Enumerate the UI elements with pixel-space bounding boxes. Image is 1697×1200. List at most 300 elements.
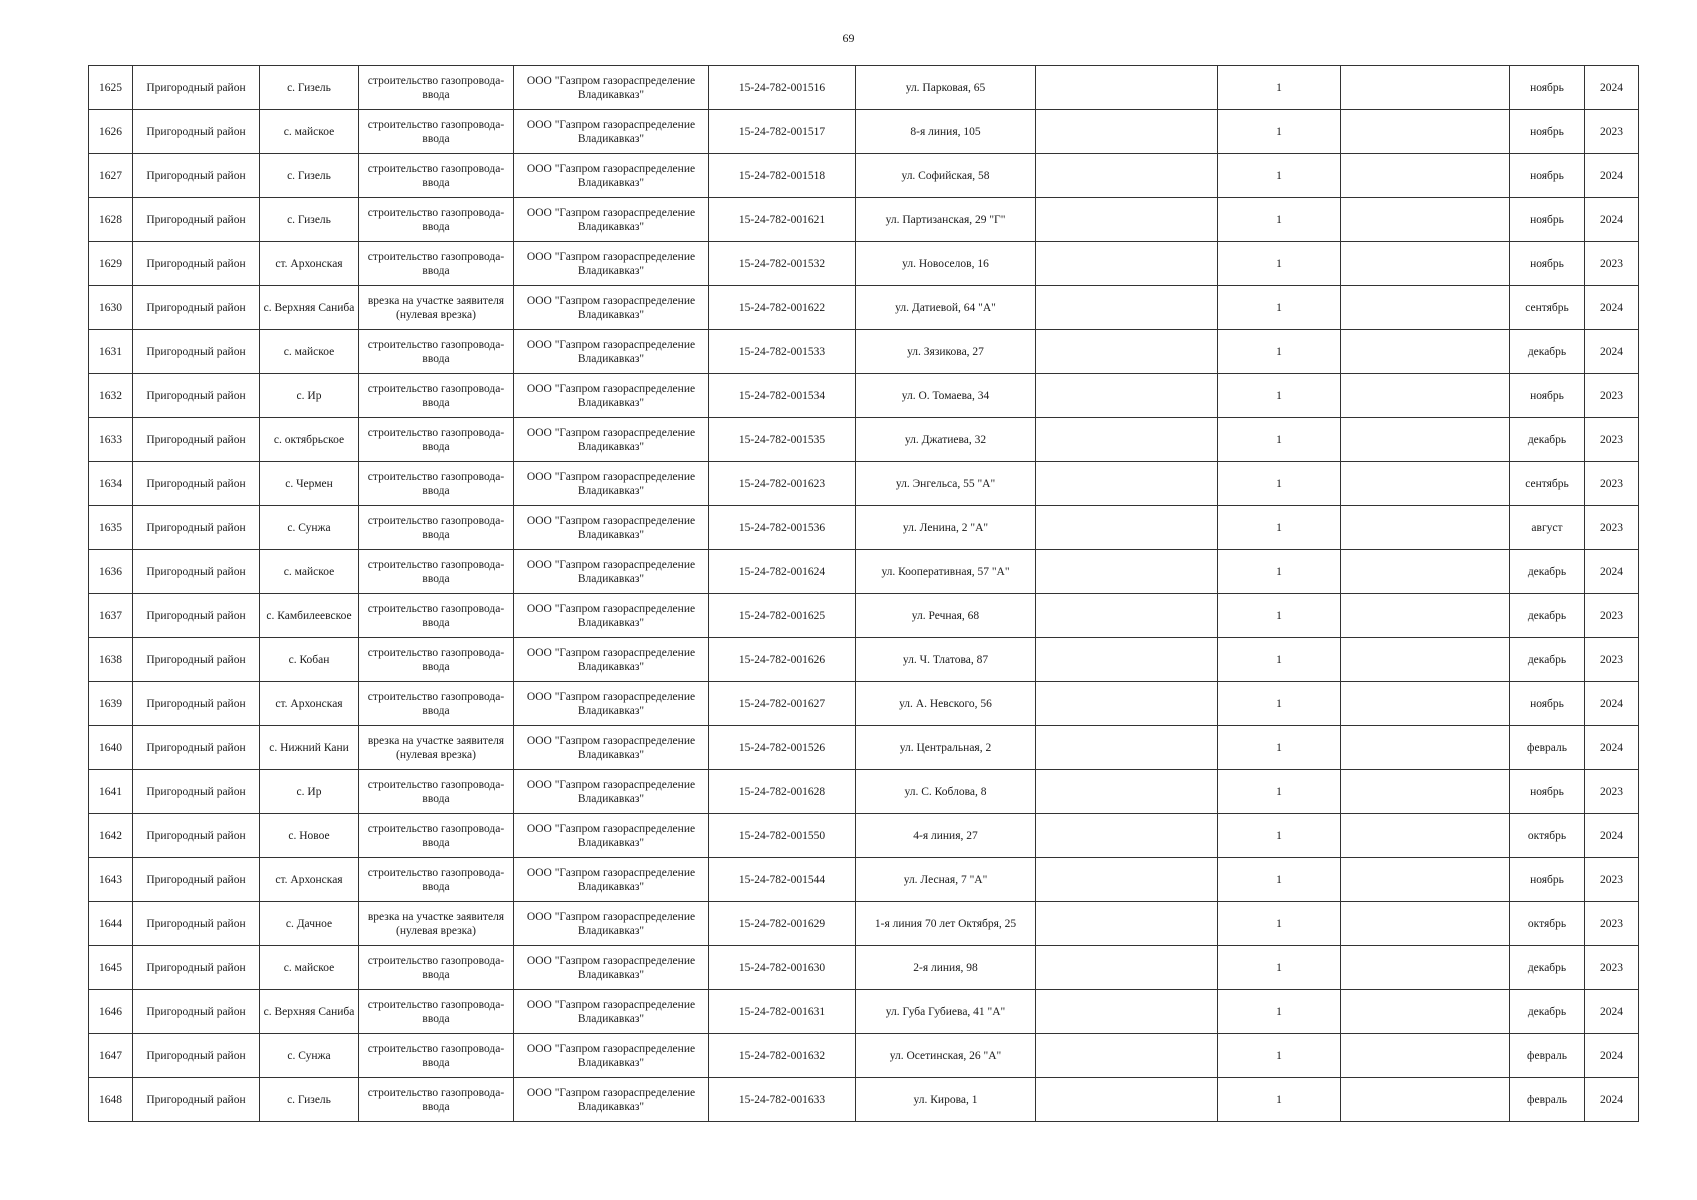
- cell-application-code: 15-24-782-001532: [709, 242, 856, 286]
- cell-organization: ООО "Газпром газораспределение Владикавказ": [514, 330, 709, 374]
- cell-empty-column-10: [1341, 506, 1510, 550]
- cell-quantity: 1: [1218, 770, 1341, 814]
- cell-quantity: 1: [1218, 946, 1341, 990]
- cell-district: Пригородный район: [133, 990, 260, 1034]
- cell-work-type: строительство газопровода-ввода: [359, 66, 514, 110]
- cell-organization: ООО "Газпром газораспределение Владикавказ": [514, 902, 709, 946]
- cell-work-type: строительство газопровода-ввода: [359, 946, 514, 990]
- cell-month: октябрь: [1510, 814, 1585, 858]
- cell-row-number: 1638: [89, 638, 133, 682]
- cell-empty-column-8: [1036, 286, 1218, 330]
- cell-organization: ООО "Газпром газораспределение Владикавказ": [514, 154, 709, 198]
- cell-address: ул. Партизанская, 29 "Г": [856, 198, 1036, 242]
- cell-settlement: с. Гизель: [260, 1078, 359, 1122]
- cell-year: 2024: [1585, 990, 1639, 1034]
- cell-district: Пригородный район: [133, 550, 260, 594]
- cell-month: ноябрь: [1510, 682, 1585, 726]
- table-row: [89, 726, 1639, 770]
- cell-settlement: с. Верхняя Саниба: [260, 286, 359, 330]
- cell-empty-column-10: [1341, 462, 1510, 506]
- cell-year: 2023: [1585, 506, 1639, 550]
- cell-year: 2024: [1585, 1078, 1639, 1122]
- cell-row-number: 1636: [89, 550, 133, 594]
- table-row: [89, 154, 1639, 198]
- cell-quantity: 1: [1218, 682, 1341, 726]
- cell-month: ноябрь: [1510, 858, 1585, 902]
- cell-row-number: 1627: [89, 154, 133, 198]
- cell-empty-column-10: [1341, 858, 1510, 902]
- cell-district: Пригородный район: [133, 946, 260, 990]
- cell-quantity: 1: [1218, 154, 1341, 198]
- cell-year: 2024: [1585, 550, 1639, 594]
- cell-settlement: с. Камбилеевское: [260, 594, 359, 638]
- cell-application-code: 15-24-782-001633: [709, 1078, 856, 1122]
- table-row: [89, 418, 1639, 462]
- cell-month: октябрь: [1510, 902, 1585, 946]
- table-row: [89, 770, 1639, 814]
- registry-table: [88, 65, 1639, 1122]
- cell-year: 2024: [1585, 286, 1639, 330]
- cell-quantity: 1: [1218, 902, 1341, 946]
- cell-empty-column-8: [1036, 726, 1218, 770]
- cell-application-code: 15-24-782-001628: [709, 770, 856, 814]
- table-row: [89, 330, 1639, 374]
- cell-address: ул. Лесная, 7 "А": [856, 858, 1036, 902]
- cell-address: 8-я линия, 105: [856, 110, 1036, 154]
- cell-settlement: с. майское: [260, 550, 359, 594]
- cell-application-code: 15-24-782-001621: [709, 198, 856, 242]
- cell-empty-column-8: [1036, 1078, 1218, 1122]
- cell-quantity: 1: [1218, 66, 1341, 110]
- cell-year: 2023: [1585, 374, 1639, 418]
- cell-address: ул. Софийская, 58: [856, 154, 1036, 198]
- cell-month: ноябрь: [1510, 242, 1585, 286]
- cell-work-type: строительство газопровода-ввода: [359, 990, 514, 1034]
- cell-empty-column-10: [1341, 990, 1510, 1034]
- cell-application-code: 15-24-782-001626: [709, 638, 856, 682]
- cell-empty-column-8: [1036, 198, 1218, 242]
- cell-application-code: 15-24-782-001625: [709, 594, 856, 638]
- cell-address: ул. Кооперативная, 57 "А": [856, 550, 1036, 594]
- cell-row-number: 1637: [89, 594, 133, 638]
- cell-district: Пригородный район: [133, 594, 260, 638]
- cell-quantity: 1: [1218, 638, 1341, 682]
- cell-row-number: 1640: [89, 726, 133, 770]
- cell-work-type: строительство газопровода-ввода: [359, 506, 514, 550]
- cell-empty-column-10: [1341, 726, 1510, 770]
- cell-address: ул. О. Томаева, 34: [856, 374, 1036, 418]
- cell-district: Пригородный район: [133, 286, 260, 330]
- cell-empty-column-8: [1036, 946, 1218, 990]
- cell-application-code: 15-24-782-001535: [709, 418, 856, 462]
- cell-quantity: 1: [1218, 110, 1341, 154]
- cell-work-type: строительство газопровода-ввода: [359, 418, 514, 462]
- cell-year: 2024: [1585, 726, 1639, 770]
- cell-year: 2023: [1585, 462, 1639, 506]
- cell-settlement: ст. Архонская: [260, 858, 359, 902]
- cell-month: декабрь: [1510, 550, 1585, 594]
- cell-empty-column-10: [1341, 550, 1510, 594]
- cell-work-type: строительство газопровода-ввода: [359, 462, 514, 506]
- cell-district: Пригородный район: [133, 902, 260, 946]
- cell-year: 2023: [1585, 946, 1639, 990]
- cell-quantity: 1: [1218, 550, 1341, 594]
- cell-address: ул. Осетинская, 26 "А": [856, 1034, 1036, 1078]
- cell-district: Пригородный район: [133, 1078, 260, 1122]
- cell-organization: ООО "Газпром газораспределение Владикавказ": [514, 946, 709, 990]
- cell-quantity: 1: [1218, 198, 1341, 242]
- cell-organization: ООО "Газпром газораспределение Владикавказ": [514, 770, 709, 814]
- cell-empty-column-10: [1341, 154, 1510, 198]
- table-row: [89, 242, 1639, 286]
- cell-month: ноябрь: [1510, 770, 1585, 814]
- table-row: [89, 506, 1639, 550]
- cell-row-number: 1625: [89, 66, 133, 110]
- cell-month: декабрь: [1510, 638, 1585, 682]
- cell-address: ул. Датиевой, 64 "А": [856, 286, 1036, 330]
- cell-work-type: строительство газопровода-ввода: [359, 198, 514, 242]
- cell-month: ноябрь: [1510, 66, 1585, 110]
- cell-application-code: 15-24-782-001516: [709, 66, 856, 110]
- cell-settlement: с. Гизель: [260, 198, 359, 242]
- cell-empty-column-10: [1341, 110, 1510, 154]
- cell-empty-column-10: [1341, 418, 1510, 462]
- cell-district: Пригородный район: [133, 814, 260, 858]
- table-row: [89, 858, 1639, 902]
- cell-work-type: врезка на участке заявителя (нулевая врезка): [359, 286, 514, 330]
- cell-work-type: строительство газопровода-ввода: [359, 682, 514, 726]
- cell-district: Пригородный район: [133, 638, 260, 682]
- cell-organization: ООО "Газпром газораспределение Владикавказ": [514, 814, 709, 858]
- cell-organization: ООО "Газпром газораспределение Владикавказ": [514, 462, 709, 506]
- page-number: 69: [842, 31, 855, 45]
- table-row: [89, 594, 1639, 638]
- cell-year: 2024: [1585, 330, 1639, 374]
- cell-empty-column-8: [1036, 990, 1218, 1034]
- cell-address: 1-я линия 70 лет Октября, 25: [856, 902, 1036, 946]
- cell-application-code: 15-24-782-001632: [709, 1034, 856, 1078]
- table-row: [89, 374, 1639, 418]
- cell-organization: ООО "Газпром газораспределение Владикавказ": [514, 418, 709, 462]
- cell-application-code: 15-24-782-001517: [709, 110, 856, 154]
- cell-row-number: 1643: [89, 858, 133, 902]
- cell-empty-column-10: [1341, 286, 1510, 330]
- cell-month: декабрь: [1510, 946, 1585, 990]
- cell-quantity: 1: [1218, 374, 1341, 418]
- cell-row-number: 1642: [89, 814, 133, 858]
- cell-organization: ООО "Газпром газораспределение Владикавказ": [514, 594, 709, 638]
- cell-application-code: 15-24-782-001536: [709, 506, 856, 550]
- cell-address: ул. Новоселов, 16: [856, 242, 1036, 286]
- cell-row-number: 1641: [89, 770, 133, 814]
- cell-work-type: строительство газопровода-ввода: [359, 858, 514, 902]
- cell-settlement: с. майское: [260, 330, 359, 374]
- cell-empty-column-8: [1036, 550, 1218, 594]
- cell-settlement: с. Нижний Кани: [260, 726, 359, 770]
- cell-organization: ООО "Газпром газораспределение Владикавказ": [514, 286, 709, 330]
- cell-address: 4-я линия, 27: [856, 814, 1036, 858]
- cell-district: Пригородный район: [133, 198, 260, 242]
- cell-application-code: 15-24-782-001544: [709, 858, 856, 902]
- cell-empty-column-8: [1036, 594, 1218, 638]
- cell-row-number: 1634: [89, 462, 133, 506]
- cell-empty-column-8: [1036, 374, 1218, 418]
- cell-address: ул. Центральная, 2: [856, 726, 1036, 770]
- cell-empty-column-10: [1341, 594, 1510, 638]
- cell-empty-column-10: [1341, 902, 1510, 946]
- cell-empty-column-10: [1341, 242, 1510, 286]
- cell-district: Пригородный район: [133, 154, 260, 198]
- cell-empty-column-8: [1036, 418, 1218, 462]
- cell-quantity: 1: [1218, 286, 1341, 330]
- cell-empty-column-8: [1036, 462, 1218, 506]
- registry-rows: [89, 66, 1639, 1122]
- cell-organization: ООО "Газпром газораспределение Владикавказ": [514, 198, 709, 242]
- cell-district: Пригородный район: [133, 374, 260, 418]
- table-row: [89, 946, 1639, 990]
- table-row: [89, 110, 1639, 154]
- cell-year: 2023: [1585, 902, 1639, 946]
- cell-district: Пригородный район: [133, 858, 260, 902]
- cell-district: Пригородный район: [133, 1034, 260, 1078]
- cell-address: ул. А. Невского, 56: [856, 682, 1036, 726]
- cell-quantity: 1: [1218, 726, 1341, 770]
- cell-organization: ООО "Газпром газораспределение Владикавказ": [514, 726, 709, 770]
- cell-application-code: 15-24-782-001534: [709, 374, 856, 418]
- cell-quantity: 1: [1218, 1078, 1341, 1122]
- cell-address: ул. Кирова, 1: [856, 1078, 1036, 1122]
- cell-empty-column-10: [1341, 946, 1510, 990]
- cell-organization: ООО "Газпром газораспределение Владикавказ": [514, 110, 709, 154]
- cell-year: 2024: [1585, 682, 1639, 726]
- cell-month: февраль: [1510, 726, 1585, 770]
- cell-quantity: 1: [1218, 1034, 1341, 1078]
- table-row: [89, 286, 1639, 330]
- cell-empty-column-8: [1036, 770, 1218, 814]
- cell-organization: ООО "Газпром газораспределение Владикавказ": [514, 374, 709, 418]
- cell-work-type: строительство газопровода-ввода: [359, 814, 514, 858]
- cell-year: 2023: [1585, 638, 1639, 682]
- table-row: [89, 682, 1639, 726]
- cell-organization: ООО "Газпром газораспределение Владикавказ": [514, 66, 709, 110]
- cell-settlement: ст. Архонская: [260, 242, 359, 286]
- cell-empty-column-10: [1341, 66, 1510, 110]
- cell-application-code: 15-24-782-001518: [709, 154, 856, 198]
- cell-quantity: 1: [1218, 594, 1341, 638]
- cell-organization: ООО "Газпром газораспределение Владикавказ": [514, 550, 709, 594]
- cell-year: 2024: [1585, 66, 1639, 110]
- cell-year: 2023: [1585, 858, 1639, 902]
- cell-work-type: строительство газопровода-ввода: [359, 154, 514, 198]
- cell-district: Пригородный район: [133, 110, 260, 154]
- cell-empty-column-8: [1036, 858, 1218, 902]
- cell-district: Пригородный район: [133, 506, 260, 550]
- cell-settlement: с. Чермен: [260, 462, 359, 506]
- cell-work-type: строительство газопровода-ввода: [359, 330, 514, 374]
- table-row: [89, 66, 1639, 110]
- cell-work-type: строительство газопровода-ввода: [359, 594, 514, 638]
- cell-work-type: строительство газопровода-ввода: [359, 770, 514, 814]
- cell-district: Пригородный район: [133, 770, 260, 814]
- cell-district: Пригородный район: [133, 682, 260, 726]
- cell-settlement: ст. Архонская: [260, 682, 359, 726]
- table-row: [89, 198, 1639, 242]
- cell-row-number: 1632: [89, 374, 133, 418]
- cell-application-code: 15-24-782-001629: [709, 902, 856, 946]
- cell-application-code: 15-24-782-001622: [709, 286, 856, 330]
- cell-address: ул. Джатиева, 32: [856, 418, 1036, 462]
- cell-quantity: 1: [1218, 990, 1341, 1034]
- cell-year: 2024: [1585, 1034, 1639, 1078]
- cell-row-number: 1635: [89, 506, 133, 550]
- cell-empty-column-8: [1036, 330, 1218, 374]
- cell-row-number: 1639: [89, 682, 133, 726]
- cell-month: ноябрь: [1510, 154, 1585, 198]
- cell-empty-column-8: [1036, 506, 1218, 550]
- cell-organization: ООО "Газпром газораспределение Владикавказ": [514, 1034, 709, 1078]
- table-row: [89, 1034, 1639, 1078]
- cell-month: ноябрь: [1510, 110, 1585, 154]
- cell-empty-column-8: [1036, 110, 1218, 154]
- cell-organization: ООО "Газпром газораспределение Владикавказ": [514, 990, 709, 1034]
- cell-district: Пригородный район: [133, 330, 260, 374]
- cell-row-number: 1629: [89, 242, 133, 286]
- cell-year: 2023: [1585, 242, 1639, 286]
- cell-empty-column-10: [1341, 1078, 1510, 1122]
- cell-address: ул. Зязикова, 27: [856, 330, 1036, 374]
- table-row: [89, 814, 1639, 858]
- cell-quantity: 1: [1218, 462, 1341, 506]
- cell-empty-column-10: [1341, 682, 1510, 726]
- cell-settlement: с. Кобан: [260, 638, 359, 682]
- cell-quantity: 1: [1218, 858, 1341, 902]
- cell-settlement: с. октябрьское: [260, 418, 359, 462]
- cell-settlement: с. Гизель: [260, 66, 359, 110]
- cell-year: 2024: [1585, 198, 1639, 242]
- table-row: [89, 462, 1639, 506]
- cell-settlement: с. Гизель: [260, 154, 359, 198]
- cell-empty-column-8: [1036, 66, 1218, 110]
- cell-work-type: строительство газопровода-ввода: [359, 110, 514, 154]
- cell-empty-column-8: [1036, 638, 1218, 682]
- cell-empty-column-10: [1341, 770, 1510, 814]
- cell-year: 2024: [1585, 154, 1639, 198]
- cell-month: февраль: [1510, 1034, 1585, 1078]
- cell-empty-column-10: [1341, 814, 1510, 858]
- cell-row-number: 1646: [89, 990, 133, 1034]
- cell-month: декабрь: [1510, 330, 1585, 374]
- cell-quantity: 1: [1218, 242, 1341, 286]
- cell-empty-column-10: [1341, 330, 1510, 374]
- cell-organization: ООО "Газпром газораспределение Владикавказ": [514, 858, 709, 902]
- cell-settlement: с. майское: [260, 946, 359, 990]
- cell-settlement: с. Дачное: [260, 902, 359, 946]
- cell-district: Пригородный район: [133, 462, 260, 506]
- cell-empty-column-8: [1036, 682, 1218, 726]
- cell-address: ул. Губа Губиева, 41 "А": [856, 990, 1036, 1034]
- cell-district: Пригородный район: [133, 66, 260, 110]
- cell-address: 2-я линия, 98: [856, 946, 1036, 990]
- cell-row-number: 1644: [89, 902, 133, 946]
- cell-row-number: 1630: [89, 286, 133, 330]
- cell-settlement: с. Сунжа: [260, 1034, 359, 1078]
- cell-month: сентябрь: [1510, 286, 1585, 330]
- cell-row-number: 1628: [89, 198, 133, 242]
- cell-row-number: 1631: [89, 330, 133, 374]
- cell-work-type: строительство газопровода-ввода: [359, 1034, 514, 1078]
- cell-year: 2023: [1585, 770, 1639, 814]
- cell-address: ул. Парковая, 65: [856, 66, 1036, 110]
- cell-address: ул. Речная, 68: [856, 594, 1036, 638]
- cell-quantity: 1: [1218, 418, 1341, 462]
- cell-row-number: 1647: [89, 1034, 133, 1078]
- cell-settlement: с. Новое: [260, 814, 359, 858]
- cell-work-type: строительство газопровода-ввода: [359, 374, 514, 418]
- cell-row-number: 1633: [89, 418, 133, 462]
- cell-settlement: с. Ир: [260, 374, 359, 418]
- cell-settlement: с. Ир: [260, 770, 359, 814]
- cell-month: август: [1510, 506, 1585, 550]
- cell-application-code: 15-24-782-001550: [709, 814, 856, 858]
- cell-empty-column-10: [1341, 198, 1510, 242]
- table-row: [89, 990, 1639, 1034]
- cell-month: сентябрь: [1510, 462, 1585, 506]
- cell-application-code: 15-24-782-001630: [709, 946, 856, 990]
- cell-month: ноябрь: [1510, 374, 1585, 418]
- cell-empty-column-8: [1036, 902, 1218, 946]
- cell-organization: ООО "Газпром газораспределение Владикавказ": [514, 638, 709, 682]
- cell-month: декабрь: [1510, 418, 1585, 462]
- cell-district: Пригородный район: [133, 242, 260, 286]
- table-row: [89, 902, 1639, 946]
- table-row: [89, 638, 1639, 682]
- cell-work-type: строительство газопровода-ввода: [359, 1078, 514, 1122]
- cell-settlement: с. Сунжа: [260, 506, 359, 550]
- cell-empty-column-10: [1341, 1034, 1510, 1078]
- cell-address: ул. Ленина, 2 "А": [856, 506, 1036, 550]
- cell-application-code: 15-24-782-001526: [709, 726, 856, 770]
- cell-row-number: 1648: [89, 1078, 133, 1122]
- cell-district: Пригородный район: [133, 418, 260, 462]
- cell-empty-column-8: [1036, 242, 1218, 286]
- cell-settlement: с. Верхняя Саниба: [260, 990, 359, 1034]
- cell-work-type: строительство газопровода-ввода: [359, 242, 514, 286]
- cell-application-code: 15-24-782-001623: [709, 462, 856, 506]
- cell-empty-column-8: [1036, 814, 1218, 858]
- cell-month: декабрь: [1510, 594, 1585, 638]
- cell-empty-column-8: [1036, 1034, 1218, 1078]
- table-row: [89, 550, 1639, 594]
- cell-month: февраль: [1510, 1078, 1585, 1122]
- cell-organization: ООО "Газпром газораспределение Владикавказ": [514, 1078, 709, 1122]
- cell-organization: ООО "Газпром газораспределение Владикавказ": [514, 682, 709, 726]
- cell-quantity: 1: [1218, 506, 1341, 550]
- cell-month: ноябрь: [1510, 198, 1585, 242]
- cell-month: декабрь: [1510, 990, 1585, 1034]
- cell-year: 2023: [1585, 418, 1639, 462]
- cell-work-type: строительство газопровода-ввода: [359, 638, 514, 682]
- cell-work-type: врезка на участке заявителя (нулевая врезка): [359, 726, 514, 770]
- cell-row-number: 1626: [89, 110, 133, 154]
- cell-work-type: врезка на участке заявителя (нулевая врезка): [359, 902, 514, 946]
- cell-address: ул. С. Коблова, 8: [856, 770, 1036, 814]
- cell-empty-column-10: [1341, 638, 1510, 682]
- cell-empty-column-10: [1341, 374, 1510, 418]
- cell-quantity: 1: [1218, 814, 1341, 858]
- cell-application-code: 15-24-782-001624: [709, 550, 856, 594]
- cell-district: Пригородный район: [133, 726, 260, 770]
- cell-empty-column-8: [1036, 154, 1218, 198]
